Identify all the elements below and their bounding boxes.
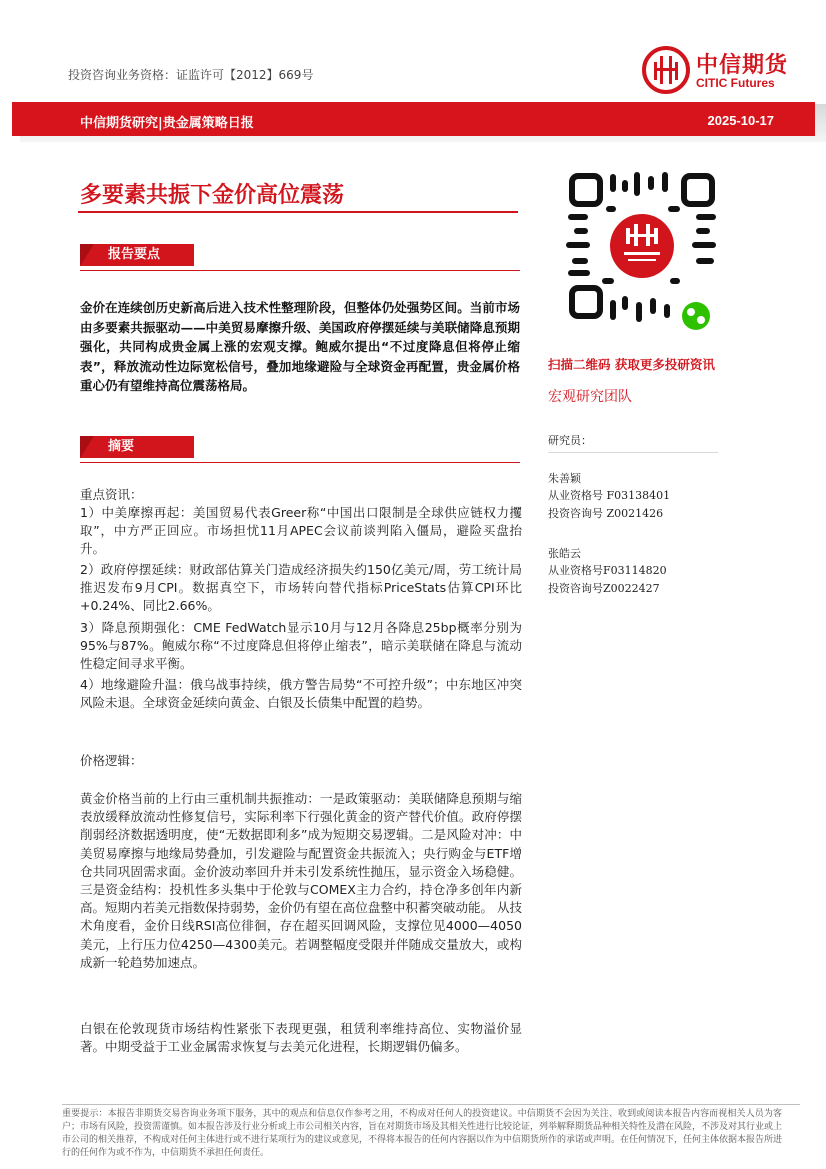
logic-title: 价格逻辑： [80,753,143,768]
logo-chinese-name: 中信期货 [696,53,789,78]
footer-divider [62,1104,800,1105]
report-date: 2025-10-17 [707,113,774,128]
news-item-2: 2）政府停摆延续：财政部估算关门造成经济损失约150亿美元/周，劳工统计局推迟发布9月CPI。数据真空下，市场转向替代指标PriceStats估算CPI环比+0.24%、同比2.66%。 [80,562,522,614]
analyst-2-license: 从业资格号F03114820 [548,564,667,577]
analyst-1-consult: 投资咨询号 Z0021426 [548,507,664,520]
license-text: 投资咨询业务资格：证监许可【2012】669号 [68,68,314,82]
page-title: 多要素共振下金价高位震荡 [80,183,345,208]
analyst-1-name: 朱善颖 [548,472,581,485]
logic-gold-paragraph: 黄金价格当前的上行由三重机制共振推动：一是政策驱动：美联储降息预期与缩表放缓释放流动性修复信号，实际利率下行强化黄金的资产替代价值。政府停摆削弱经济数据透明度，使“无数据即利多”成为短期交易逻辑。二是风险对冲：中美贸易摩擦与地缘局势叠加，引发避险与配置资金共振流入；央行购金与ETF增仓共同巩固需求面。金价波动率回升并未引发系统性抛压，显示资金入场稳健。 三是资金结构：投机性多头集中于伦敦与COMEX主力合约，持仓净多创年内新高。短期内若美元指数保持弱势，金价仍有望在高位盘整中积蓄突破动能。 从技术角度看，金价日线RSI高位徘徊，存在超买回调风险，支撑位见4000—4050美元，上行压力位4250—4300美元。若调整幅度受限并伴随成交量放大，或构成新一轮趋势加速点。 [80,791,522,970]
abstract-header [80,436,520,460]
news-item-4: 4）地缘避险升温：俄乌战事持续，俄方警告局势“不可控升级”；中东地区冲突风险未退。全球资金延续向黄金、白银及长债集中配置的趋势。 [80,677,522,711]
team-name: 宏观研究团队 [548,389,632,405]
abstract-label: 摘要 [80,436,194,458]
citic-futures-logo [642,46,812,96]
logo-english-name: CITIC Futures [696,76,775,90]
researcher-label: 研究员： [548,434,592,447]
analyst-1-license: 从业资格号 F03138401 [548,489,671,502]
analyst-2-name: 张皓云 [548,547,581,560]
sidebar-divider [548,452,718,453]
qr-caption: 扫描二维码 获取更多投研资讯 [548,357,715,372]
citic-logo-icon [642,46,690,94]
highlights-divider [80,270,520,271]
key-news-title: 重点资讯： [80,487,143,502]
highlights-header [80,244,520,268]
abstract-divider [80,462,520,463]
analyst-2-consult: 投资咨询号Z0022427 [548,582,660,595]
disclaimer-text: 重要提示：本报告非期货交易咨询业务项下服务，其中的观点和信息仅作参考之用，不构成对任何人的投资建议。中信期货不会因为关注、收到或阅读本报告内容而视相关人员为客户；市场有风险，投资需谨慎。如本报告涉及行业分析或上市公司相关内容，旨在对期货市场及其相关性进行比较论证，列举解释期货品种相关特性及潜在风险，不涉及对其行业或上市公司的相关推荐，不构成对任何主体进行或不进行某项行为的建议或意见，不得将本报告的任何内容据以作为中信期货所作的承诺或声明。在任何情况下，任何主体依据本报告所进行的任何作为或不作为，中信期货不承担任何责任。 [62,1109,783,1158]
news-item-3: 3）降息预期强化：CME FedWatch显示10月与12月各降息25bp概率分别为95%与87%。鲍威尔称“不过度降息但将停止缩表”，暗示美联储在降息与流动性稳定间寻求平衡。 [80,620,522,672]
highlights-label: 报告要点 [80,244,194,266]
summary-paragraph: 金价在连续创历史新高后进入技术性整理阶段，但整体仍处强势区间。当前市场由多要素共振驱动——中美贸易摩擦升级、美国政府停摆延续与美联储降息预期强化，共同构成贵金属上涨的宏观支撑。鲍威尔提出“不过度降息但将停止缩表”，释放流动性边际宽松信号，叠加地缘避险与全球资金再配置，贵金属价格重心仍有望维持高位震荡格局。 [80,300,520,394]
report-series: 中信期货研究|贵金属策略日报 [80,116,254,131]
qr-code[interactable] [562,166,722,346]
news-item-1: 1）中美摩擦再起：美国贸易代表Greer称“中国出口限制是全球供应链权力攫取”，中方严正回应。市场担忧11月APEC会议前谈判陷入僵局，避险买盘抬升。 [80,505,522,557]
title-divider [78,211,518,213]
logic-silver-paragraph: 白银在伦敦现货市场结构性紧张下表现更强，租赁利率维持高位、实物溢价显著。中期受益于工业金属需求恢复与去美元化进程，长期逻辑仍偏多。 [80,1021,522,1055]
